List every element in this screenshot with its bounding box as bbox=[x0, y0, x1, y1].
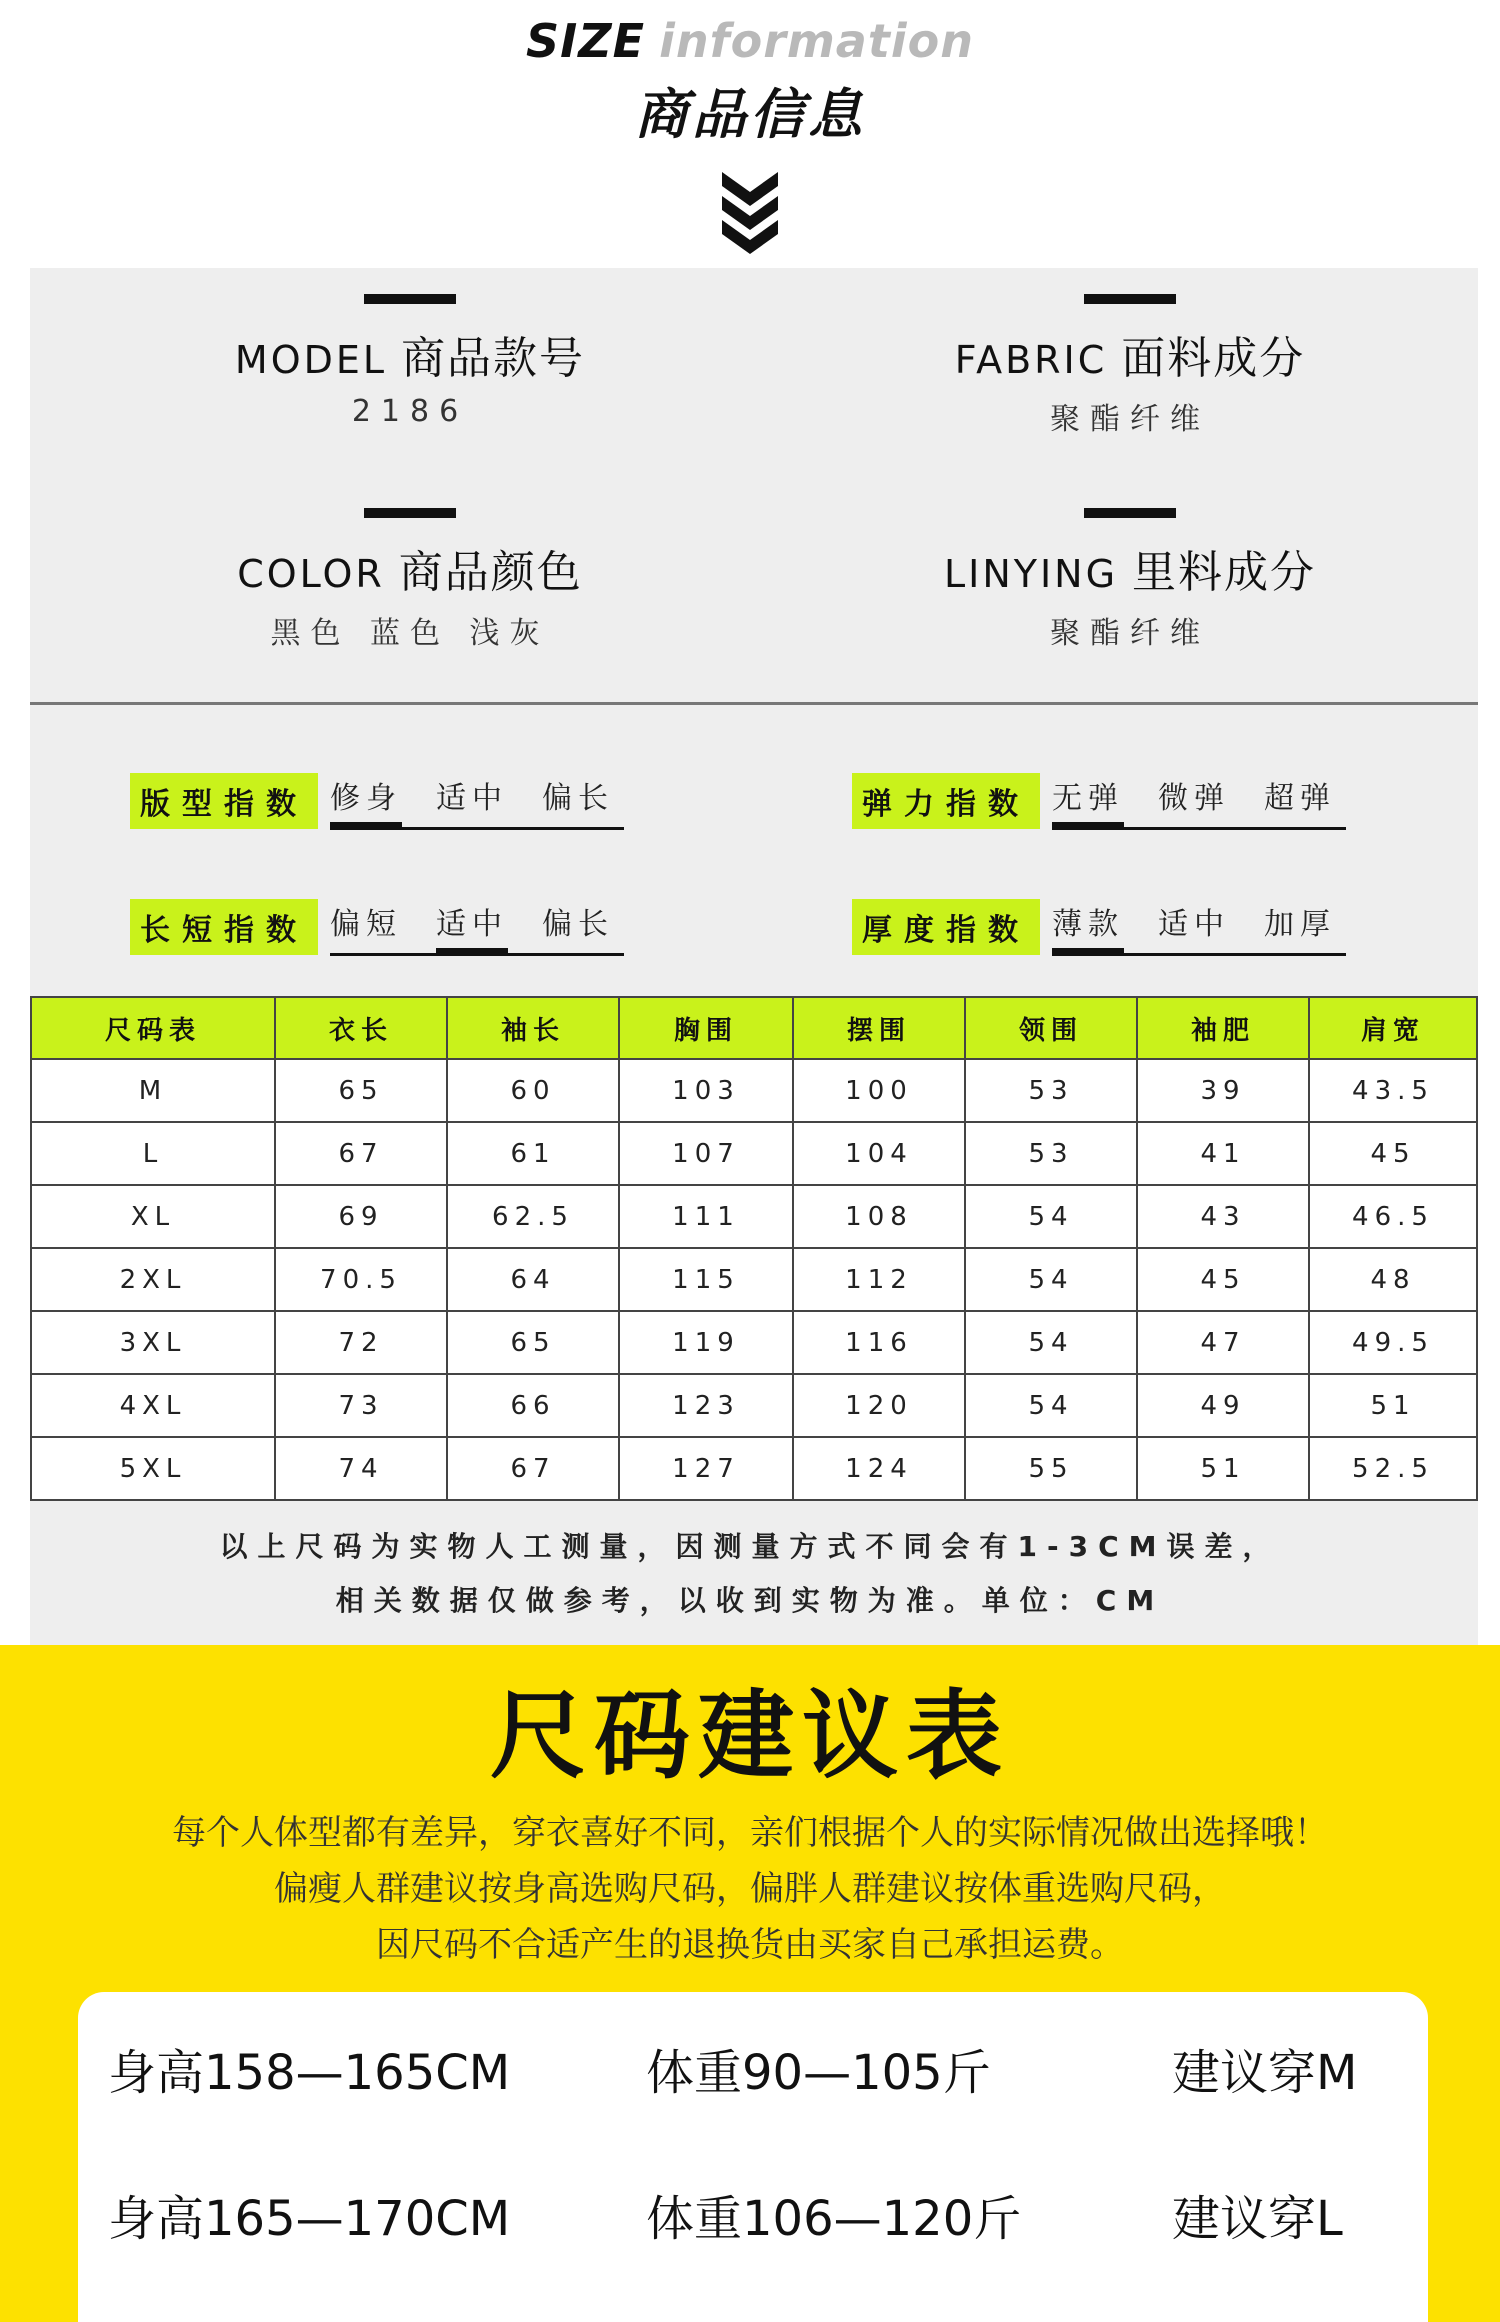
table-cell: 115 bbox=[619, 1248, 793, 1311]
table-cell: 49.5 bbox=[1309, 1311, 1477, 1374]
table-cell: 4XL bbox=[31, 1374, 275, 1437]
col-header: 袖长 bbox=[447, 997, 619, 1059]
col-header: 袖肥 bbox=[1137, 997, 1309, 1059]
divider bbox=[30, 702, 1478, 705]
table-cell: 64 bbox=[447, 1248, 619, 1311]
table-cell: 43 bbox=[1137, 1185, 1309, 1248]
model-block bbox=[110, 294, 710, 429]
stretch-index-options bbox=[1052, 773, 1346, 830]
color-block bbox=[110, 508, 710, 652]
length-option-short: 偏短 bbox=[330, 906, 402, 942]
note-line-2: 相关数据仅做参考，以收到实物为准。单位：CM bbox=[335, 1584, 1165, 1617]
table-cell: 47 bbox=[1137, 1311, 1309, 1374]
table-cell: 108 bbox=[793, 1185, 965, 1248]
table-row bbox=[31, 1185, 1477, 1248]
table-cell: 103 bbox=[619, 1059, 793, 1122]
stretch-option-slight: 微弹 bbox=[1158, 780, 1230, 816]
lining-value: 聚酯纤维 bbox=[1050, 616, 1210, 651]
height-range: 身高158—165CM bbox=[108, 2045, 511, 2101]
fit-index-options bbox=[330, 773, 624, 830]
table-cell: M bbox=[31, 1059, 275, 1122]
table-cell: 53 bbox=[965, 1122, 1137, 1185]
table-row bbox=[31, 1059, 1477, 1122]
table-cell: 45 bbox=[1137, 1248, 1309, 1311]
table-cell: 123 bbox=[619, 1374, 793, 1437]
table-cell: 3XL bbox=[31, 1311, 275, 1374]
stretch-option-super: 超弹 bbox=[1264, 780, 1336, 816]
table-cell: 55 bbox=[965, 1437, 1137, 1500]
fit-option-slim: 修身 bbox=[330, 773, 402, 821]
table-cell: 67 bbox=[275, 1122, 447, 1185]
table-cell: 67 bbox=[447, 1437, 619, 1500]
table-cell: 43.5 bbox=[1309, 1059, 1477, 1122]
size-table bbox=[30, 996, 1478, 1501]
double-chevron-down-icon bbox=[722, 172, 778, 256]
fabric-title: FABRIC 面料成分 bbox=[954, 333, 1306, 384]
table-cell: 51 bbox=[1137, 1437, 1309, 1500]
col-header: 胸围 bbox=[619, 997, 793, 1059]
table-row bbox=[31, 1437, 1477, 1500]
weight-range: 体重90—105斤 bbox=[646, 2045, 991, 2101]
suggestion-desc-line-2: 偏瘦人群建议按身高选购尺码，偏胖人群建议按体重选购尺码， bbox=[274, 1869, 1226, 1909]
table-row bbox=[31, 1122, 1477, 1185]
table-row bbox=[31, 1311, 1477, 1374]
thickness-index-options bbox=[1052, 899, 1346, 956]
fabric-block bbox=[830, 294, 1430, 438]
table-cell: 52.5 bbox=[1309, 1437, 1477, 1500]
table-cell: 107 bbox=[619, 1122, 793, 1185]
table-cell: 116 bbox=[793, 1311, 965, 1374]
table-cell: 51 bbox=[1309, 1374, 1477, 1437]
suggestion-title: 尺码建议表 bbox=[490, 1680, 1010, 1792]
table-row bbox=[31, 1248, 1477, 1311]
header bbox=[0, 0, 1500, 268]
col-header: 衣长 bbox=[275, 997, 447, 1059]
weight-range: 体重106—120斤 bbox=[646, 2191, 1022, 2247]
table-cell: 111 bbox=[619, 1185, 793, 1248]
table-cell: 46.5 bbox=[1309, 1185, 1477, 1248]
suggestion-description bbox=[0, 1805, 1500, 1973]
table-cell: 100 bbox=[793, 1059, 965, 1122]
block-bar bbox=[1084, 508, 1176, 518]
measurement-note bbox=[0, 1520, 1500, 1628]
table-cell: 53 bbox=[965, 1059, 1137, 1122]
stretch-option-none: 无弹 bbox=[1052, 773, 1124, 821]
table-cell: 2XL bbox=[31, 1248, 275, 1311]
note-line-1: 以上尺码为实物人工测量，因测量方式不同会有1-3CM误差， bbox=[219, 1530, 1281, 1563]
table-cell: 39 bbox=[1137, 1059, 1309, 1122]
length-index-label: 长短指数 bbox=[130, 899, 318, 955]
table-cell: L bbox=[31, 1122, 275, 1185]
model-title: MODEL 商品款号 bbox=[234, 333, 586, 384]
table-cell: 54 bbox=[965, 1185, 1137, 1248]
table-cell: 120 bbox=[793, 1374, 965, 1437]
stretch-index bbox=[852, 776, 1346, 826]
height-range: 身高165—170CM bbox=[108, 2191, 511, 2247]
model-value: 2186 bbox=[351, 394, 469, 429]
suggestion-desc-line-3: 因尺码不合适产生的退换货由买家自己承担运费。 bbox=[376, 1925, 1124, 1965]
table-cell: 65 bbox=[447, 1311, 619, 1374]
table-cell: 104 bbox=[793, 1122, 965, 1185]
block-bar bbox=[364, 508, 456, 518]
table-cell: 54 bbox=[965, 1374, 1137, 1437]
table-cell: 124 bbox=[793, 1437, 965, 1500]
size-table-header bbox=[31, 997, 1477, 1059]
block-bar bbox=[1084, 294, 1176, 304]
thickness-index-label: 厚度指数 bbox=[852, 899, 1040, 955]
fit-index-label: 版型指数 bbox=[130, 773, 318, 829]
table-cell: 61 bbox=[447, 1122, 619, 1185]
lining-title: LINYING 里料成分 bbox=[943, 547, 1317, 598]
col-header: 尺码表 bbox=[31, 997, 275, 1059]
table-cell: XL bbox=[31, 1185, 275, 1248]
table-cell: 119 bbox=[619, 1311, 793, 1374]
table-cell: 60 bbox=[447, 1059, 619, 1122]
suggestion-desc-line-1: 每个人体型都有差异，穿衣喜好不同，亲们根据个人的实际情况做出选择哦！ bbox=[172, 1813, 1328, 1853]
block-bar bbox=[364, 294, 456, 304]
title-en-light: information bbox=[659, 14, 974, 68]
stretch-index-label: 弹力指数 bbox=[852, 773, 1040, 829]
table-row bbox=[31, 1374, 1477, 1437]
table-cell: 66 bbox=[447, 1374, 619, 1437]
thickness-option-thick: 加厚 bbox=[1264, 906, 1336, 942]
length-index-options bbox=[330, 899, 624, 956]
lining-block bbox=[830, 508, 1430, 652]
fit-option-medium: 适中 bbox=[436, 780, 508, 816]
fabric-value: 聚酯纤维 bbox=[1050, 402, 1210, 437]
table-cell: 65 bbox=[275, 1059, 447, 1122]
suggestion-row bbox=[78, 2034, 1428, 2104]
table-cell: 73 bbox=[275, 1374, 447, 1437]
table-cell: 5XL bbox=[31, 1437, 275, 1500]
table-cell: 69 bbox=[275, 1185, 447, 1248]
fit-option-long: 偏长 bbox=[542, 780, 614, 816]
suggested-size: 建议穿L bbox=[1172, 2191, 1343, 2247]
col-header: 摆围 bbox=[793, 997, 965, 1059]
table-cell: 127 bbox=[619, 1437, 793, 1500]
length-index bbox=[130, 902, 624, 952]
col-header: 肩宽 bbox=[1309, 997, 1477, 1059]
table-cell: 62.5 bbox=[447, 1185, 619, 1248]
table-cell: 74 bbox=[275, 1437, 447, 1500]
fit-index bbox=[130, 776, 624, 826]
header-title-en bbox=[0, 14, 1500, 68]
title-en-bold: SIZE bbox=[526, 14, 646, 68]
length-option-medium: 适中 bbox=[436, 899, 508, 947]
table-cell: 112 bbox=[793, 1248, 965, 1311]
suggestion-card bbox=[78, 1992, 1428, 2322]
table-cell: 48 bbox=[1309, 1248, 1477, 1311]
suggestion-row bbox=[78, 2180, 1428, 2250]
thickness-option-thin: 薄款 bbox=[1052, 899, 1124, 947]
table-cell: 41 bbox=[1137, 1122, 1309, 1185]
table-cell: 72 bbox=[275, 1311, 447, 1374]
table-cell: 70.5 bbox=[275, 1248, 447, 1311]
length-option-long: 偏长 bbox=[542, 906, 614, 942]
table-cell: 49 bbox=[1137, 1374, 1309, 1437]
color-title: COLOR 商品颜色 bbox=[237, 547, 583, 598]
header-title-cn: 商品信息 bbox=[634, 83, 866, 146]
table-cell: 54 bbox=[965, 1311, 1137, 1374]
color-value: 黑色 蓝色 浅灰 bbox=[270, 616, 550, 651]
suggested-size: 建议穿M bbox=[1172, 2045, 1358, 2101]
table-cell: 45 bbox=[1309, 1122, 1477, 1185]
col-header: 领围 bbox=[965, 997, 1137, 1059]
thickness-option-medium: 适中 bbox=[1158, 906, 1230, 942]
thickness-index bbox=[852, 902, 1346, 952]
table-cell: 54 bbox=[965, 1248, 1137, 1311]
